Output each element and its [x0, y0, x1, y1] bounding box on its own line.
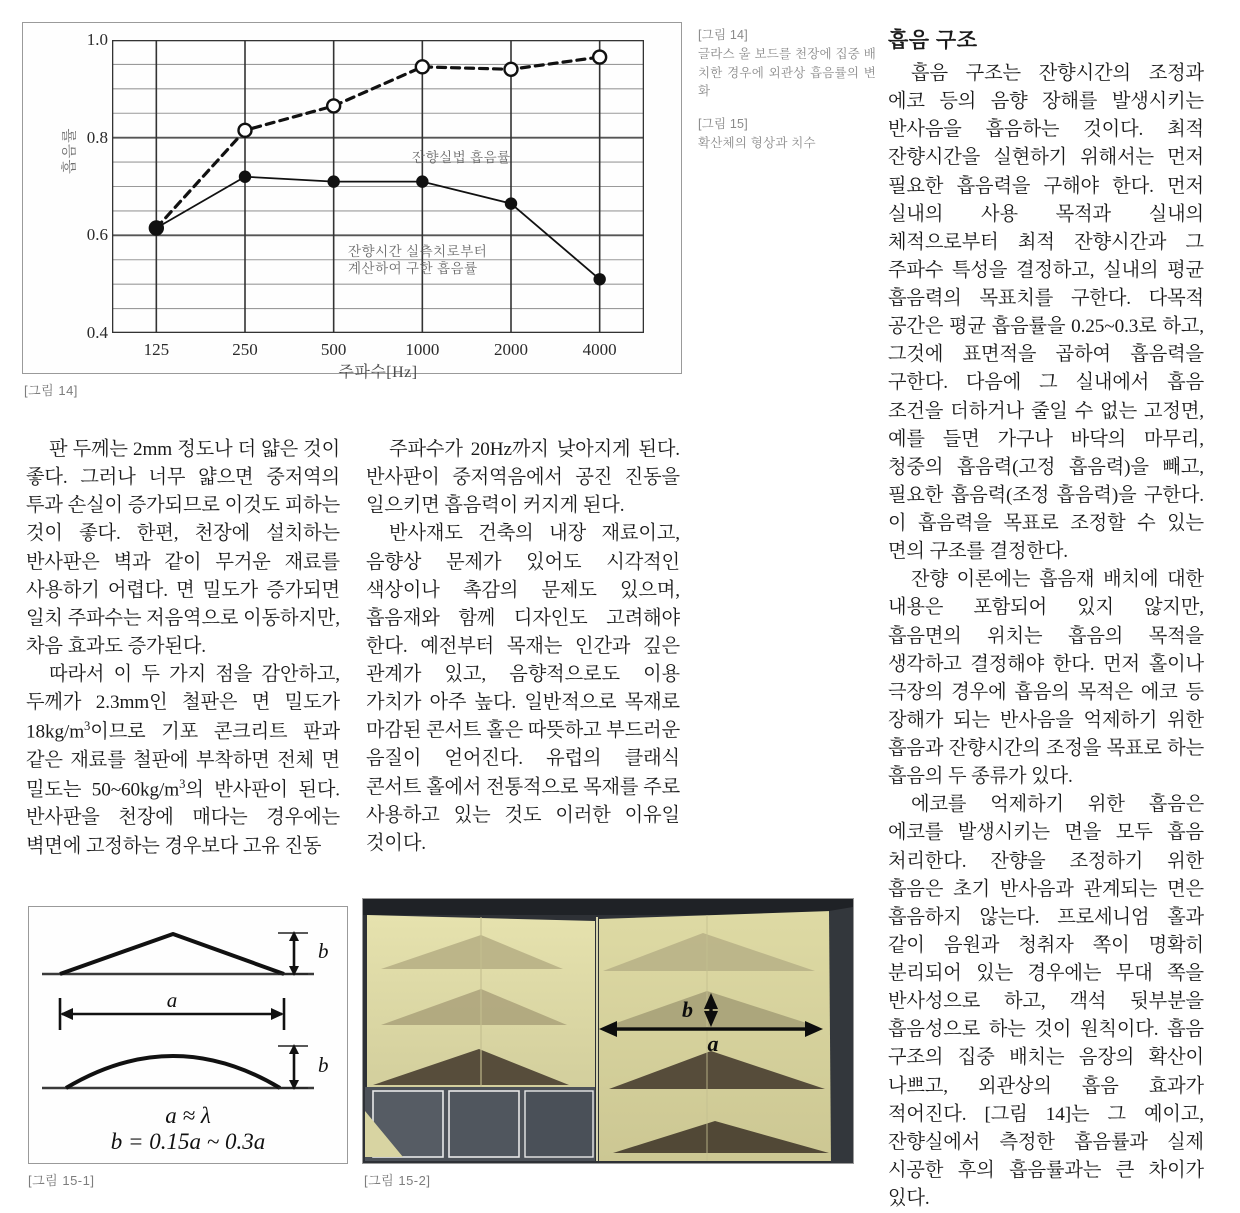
chart-y-tick-label: 1.0 — [86, 30, 108, 49]
photo-ceiling-band — [363, 899, 853, 915]
chart-y-tick-label: 0.8 — [86, 127, 108, 147]
middle-text-column — [366, 436, 680, 858]
label-a: a — [166, 988, 178, 1012]
side-caption-block — [698, 26, 876, 167]
chart-x-tick-label: 2000 — [494, 340, 528, 359]
photo-label-a: a — [707, 1031, 719, 1056]
a-arrow-left — [60, 1008, 73, 1020]
side-caption-fig15 — [698, 115, 876, 153]
figure-15-1-svg — [28, 906, 348, 1164]
formula-wavelength: a ≈ λ — [165, 1103, 211, 1128]
side-caption-fig15-text: 확산체의 형상과 치수 — [698, 135, 816, 150]
right-paragraph-2: 잔향 이론에는 흡음재 배치에 대한 내용은 포함되어 있지 않지만, 흡음면의 위치는 흡음의 목적을 생각하고 결정해야 한다. 먼저 홀이나 극장의 경우에 흡음의 목적은 에코 등 장해가 되는 반사음을 억제하기 위한 흡음과 잔향시간의 조정을 목표로 하는 흡음의 두 종류가 있다. — [888, 569, 1204, 788]
left-para2-sup1: 3 — [84, 719, 91, 734]
data-point-calculated — [593, 273, 605, 285]
chart-plot-area — [112, 40, 644, 333]
data-point-calculated — [327, 175, 339, 187]
figure-15-1-diagram — [28, 906, 348, 1164]
a-arrow-right — [271, 1008, 284, 1020]
chart-x-tick-label: 500 — [320, 340, 347, 359]
figure-15-2-svg — [363, 899, 853, 1163]
figure-14-chart — [22, 22, 682, 381]
left-paragraph-1: 판 두께는 2mm 정도나 더 얇은 것이 좋다. 그러나 너무 얇으면 중저역의 투과 손실이 증가되므로 이것도 피하는 것이 좋다. 한편, 천장에 설치하는 반사판은 벽과 같이 무거운 재료를 사용하기 어렵다. 면 밀도가 증가되면 일치 주파수는 저음역으로 이동하지만, 차음 효과도 증가된다. — [26, 439, 340, 657]
side-caption-fig14 — [698, 26, 876, 101]
data-point-reverb-chamber — [593, 51, 606, 64]
chart-y-axis-ticks — [54, 30, 108, 342]
left-para2-mid: 이므로 기포 콘크리트 판과 같은 재료를 철판에 부착하면 전체 면 밀도는 50~60kg/m — [26, 721, 340, 801]
label-b-top: b — [318, 939, 329, 963]
middle-paragraph-1: 주파수가 20Hz까지 낮아지게 된다. 반사판이 중저역음에서 공진 진동을 일으키면 흡음력이 커지게 된다. — [366, 439, 680, 517]
middle-paragraph-2: 반사재도 건축의 내장 재료이고, 음향상 문제가 있어도 시각적인 색상이나 촉감의 문제도 있으며, 흡음재와 함께 디자인도 고려해야 한다. 예전부터 목재는 인간과 깊은 관계가 있고, 음향적으로도 이용 가치가 아주 높다. 일반적으로 목재로 마감된 콘서트 홀은 따뜻하고 부드러운 음질이 얻어진다. 유럽의 클래식 콘서트 홀에서 전통적으로 목재를 주로 사용하고 있는 것도 이러한 이유일 것이다. — [366, 523, 680, 854]
chart-y-tick-label: 0.4 — [86, 323, 108, 342]
label-b-bottom: b — [318, 1053, 329, 1077]
chart-y-axis-title: 흡음률 — [62, 127, 78, 174]
left-para2-sup2: 3 — [179, 776, 186, 791]
chart-annotation-calculated — [348, 244, 487, 278]
chart-svg — [112, 40, 644, 333]
data-point-reverb-chamber — [239, 124, 252, 137]
figure-15-2-frame — [362, 898, 854, 1164]
chart-x-axis-title: 주파수[Hz] — [338, 364, 418, 381]
right-paragraph-3: 에코를 억제하기 위한 흡음은 에코를 발생시키는 면을 모두 흡음 처리한다. 잔향을 조정하기 위한 흡음은 초기 반사음과 관계되는 면은 흡음하지 않는다. 프로세니엄 홀과 같이 음원과 청취자 쪽이 명확히 분리되어 있는 경우에는 무대 쪽을 반사성으로 하고, 객석 뒷부분을 흡음성으로 하는 것이 원칙이다. 흡음 구조의 집중 배치는 음장의 확산이 나쁘고, 외관상의 흡음 효과가 적어진다. [그림 14]는 그 예이고, 잔향실에서 측정한 흡음률과 실제 시공한 후의 흡음률과는 큰 차이가 있다. — [888, 794, 1204, 1209]
data-point-reverb-chamber — [327, 99, 340, 112]
chart-x-tick-label: 1000 — [405, 340, 440, 359]
curve-profile — [66, 1056, 280, 1088]
data-point-calculated — [239, 171, 251, 183]
left-para2-post: 의 반사판이 된다. 반사판을 천장에 매다는 경우에는 벽면에 고정하는 경우보다 고유 진동 — [26, 779, 340, 857]
right-paragraph-1: 흡음 구조는 잔향시간의 조정과 에코 등의 음향 장해를 발생시키는 반사음을 흡음하는 것이다. 최적 잔향시간을 실현하기 위해서는 먼저 필요한 흡음력을 구해야 한다. 먼저 실내의 사용 목적과 실내의 체적으로부터 최적 잔향시간과 그 주파수 특성을 결정하고, 실내의 평균 흡음력의 목표치를 구한다. 다목적 공간은 평균 흡음률을 0.25~0.3로 하고, 그것에 표면적을 곱하여 흡음력을 구한다. 다음에 그 실내에서 흡음 조건을 더하거나 줄일 수 없는 고정면, 예를 들면 가구나 바닥의 마무리, 청중의 흡음력(고정 흡음력)을 빼고, 필요한 흡음력(조정 흡음력)을 구한다. 이 흡음력을 목표로 조정할 수 있는 면의 구조를 결정한다. — [888, 63, 1204, 563]
chart-x-tick-label: 125 — [143, 340, 170, 359]
side-caption-fig15-number: [그림 15] — [698, 117, 748, 131]
chart-y-tick-label: 0.6 — [86, 225, 108, 245]
series-markers-open — [150, 51, 606, 235]
section-heading: 흡음 구조 — [888, 29, 978, 52]
photo-floor-tile-3 — [525, 1091, 593, 1157]
photo-floor-tile-2 — [449, 1091, 519, 1157]
chart-x-tick-label: 250 — [232, 340, 258, 359]
data-point-calculated — [505, 197, 517, 209]
photo-label-b: b — [682, 997, 693, 1022]
chart-x-tick-label: 4000 — [582, 340, 617, 359]
figure-15-2-photo — [362, 898, 854, 1164]
photo-right-edge — [829, 907, 853, 1163]
formula-height-range: b = 0.15a ~ 0.3a — [110, 1129, 266, 1154]
side-caption-fig14-number: [그림 14] — [698, 28, 748, 42]
figure-14-caption: [그림 14] — [24, 383, 78, 398]
chart-annotation-line-2: 계산하여 구한 흡음률 — [348, 260, 478, 276]
chart-annotation-line-1: 잔향시간 실측치로부터 — [348, 244, 488, 259]
data-point-reverb-chamber — [505, 63, 518, 76]
figure-15-1-caption: [그림 15-1] — [28, 1173, 95, 1188]
triangle-profile — [60, 934, 284, 974]
series-line-reverb-chamber — [156, 57, 599, 228]
left-text-column — [26, 436, 340, 861]
figure-15-2-caption: [그림 15-2] — [364, 1173, 431, 1188]
data-point-reverb-chamber — [416, 60, 429, 73]
chart-annotation-reverb-chamber: 잔향실법 흡음률 — [412, 150, 511, 165]
left-paragraph-2 — [26, 661, 340, 861]
side-caption-fig14-text: 글라스 울 보드를 천장에 집중 배치한 경우에 외관상 흡음률의 변화 — [698, 46, 876, 99]
right-text-column — [888, 24, 1204, 1213]
data-point-calculated — [416, 175, 428, 187]
left-para2-pre: 따라서 이 두 가지 점을 감안하고, 두께가 2.3mm인 철판은 면 밀도가 18kg/m — [26, 664, 340, 743]
data-point-calculated — [150, 222, 162, 234]
